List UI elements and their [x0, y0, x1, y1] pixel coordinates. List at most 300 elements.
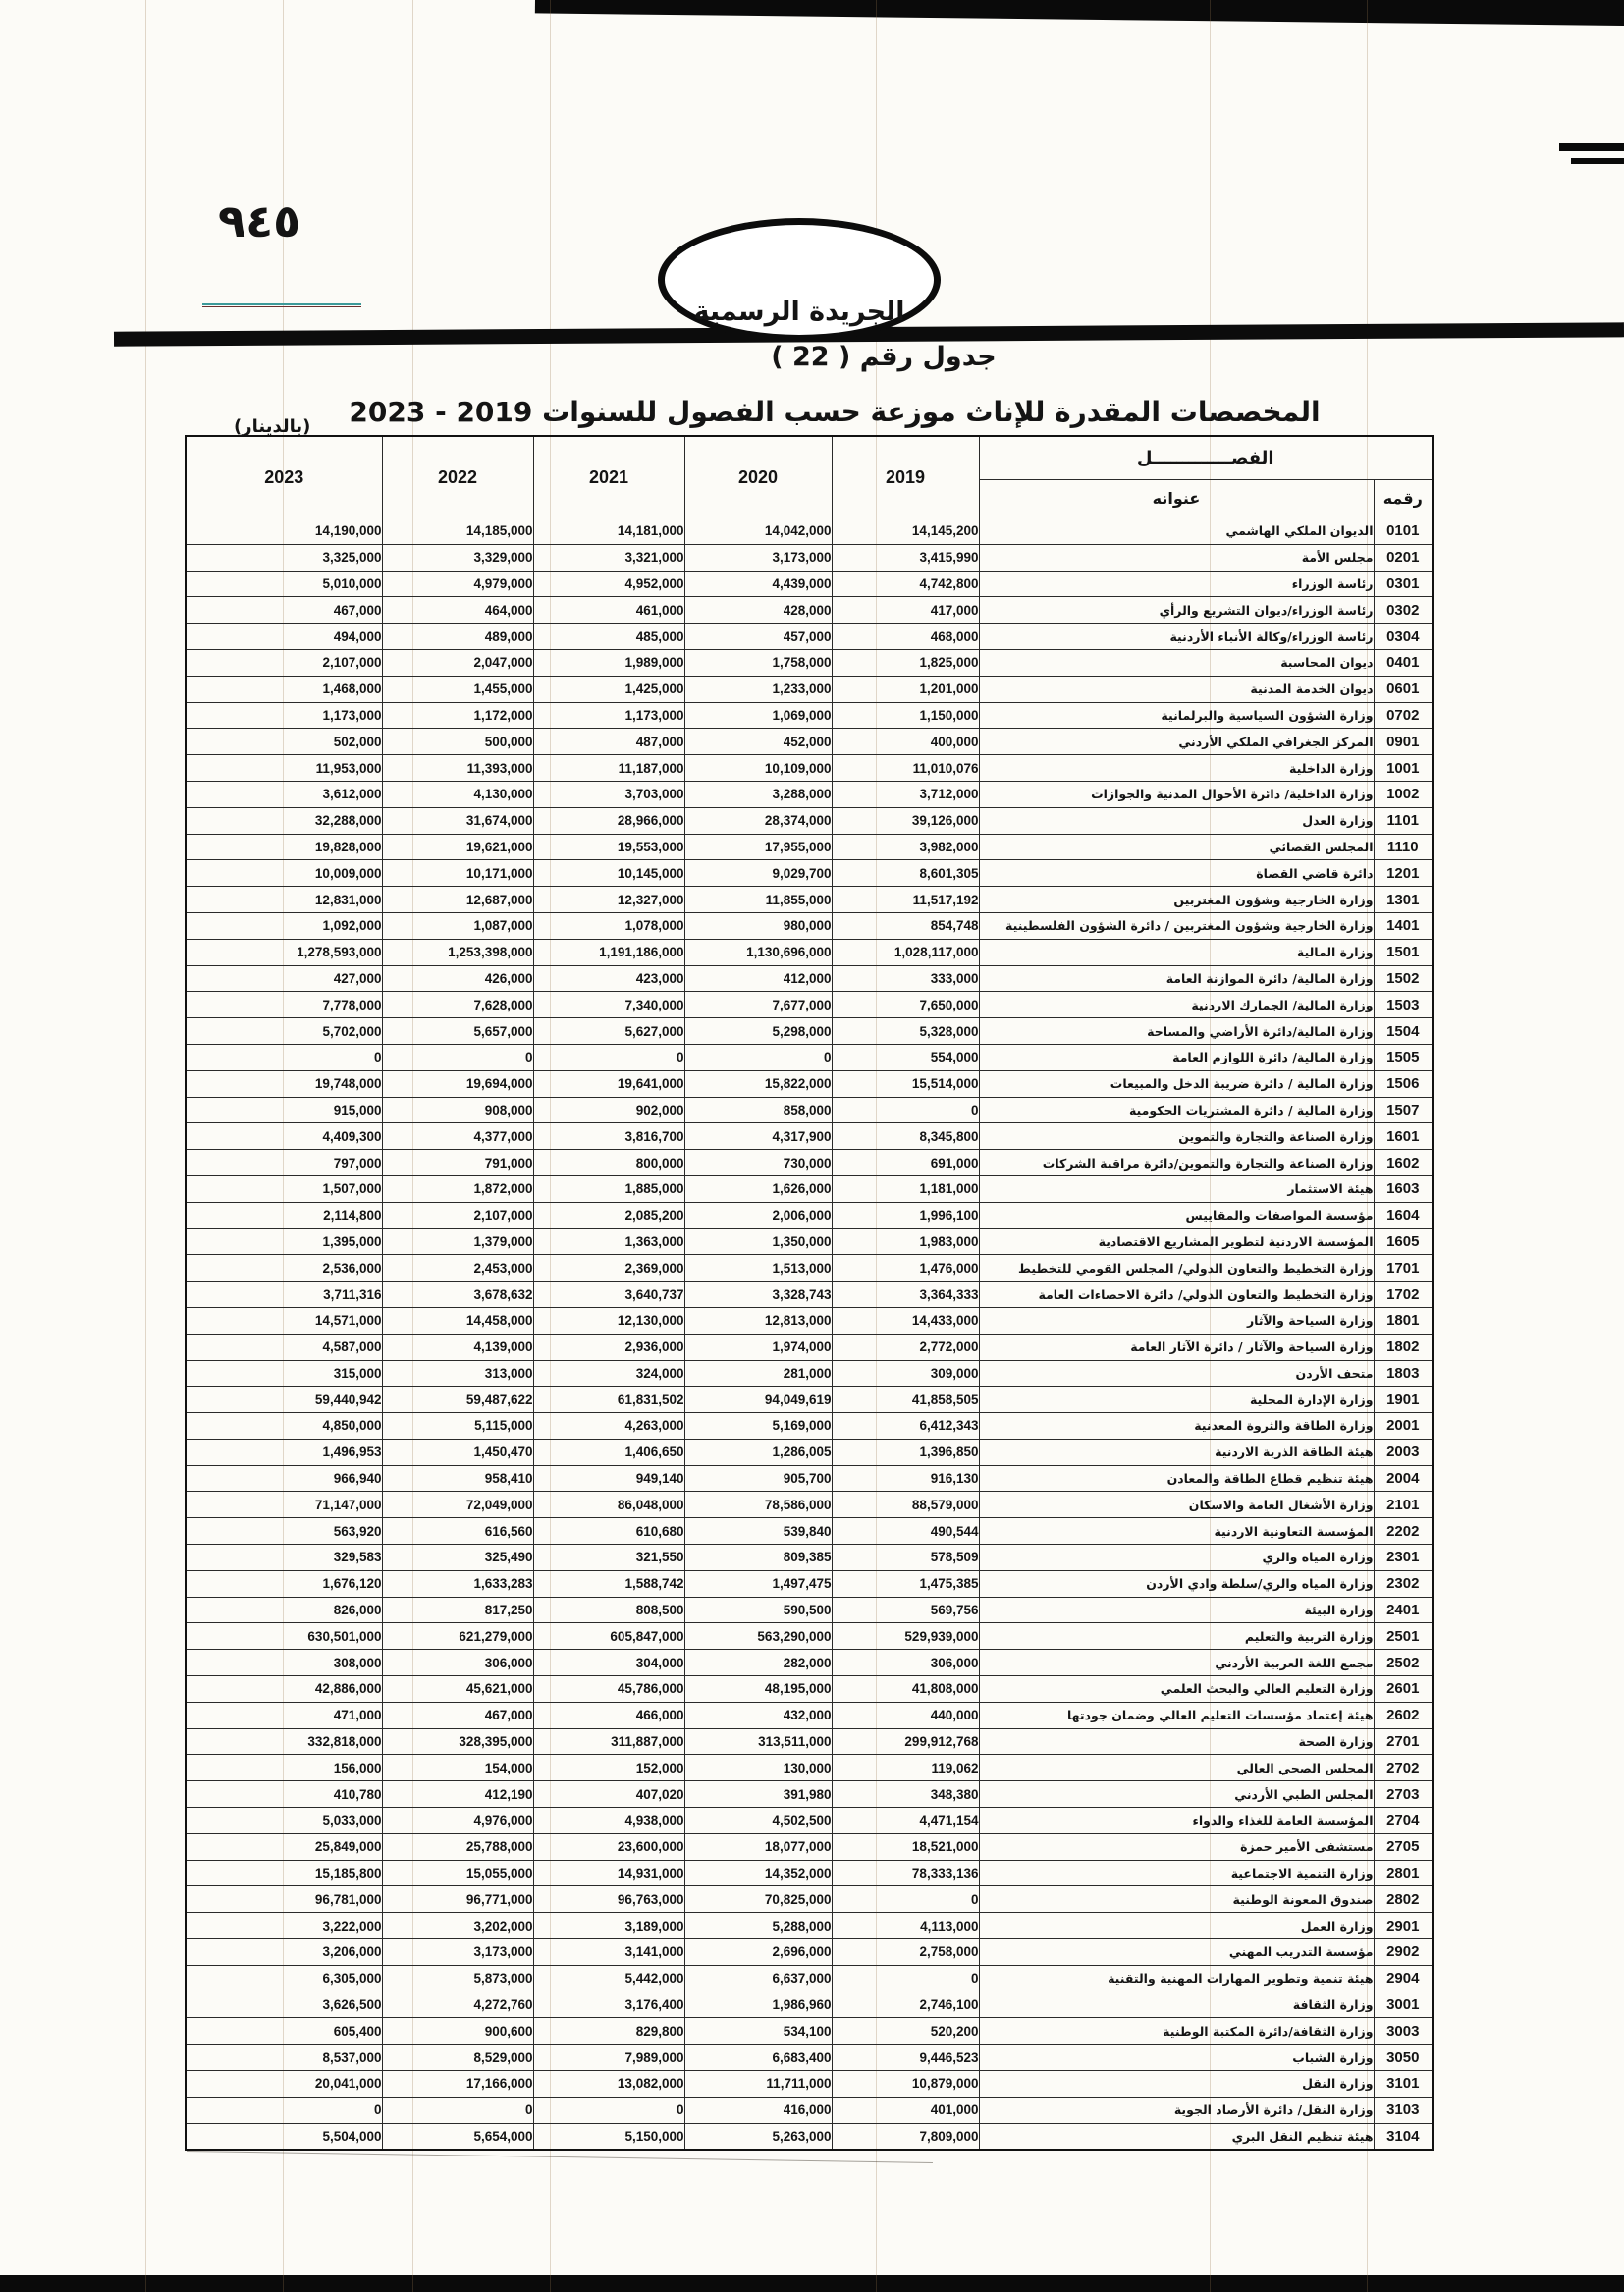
chapter-code-cell: 0302 [1374, 597, 1433, 624]
allocation-2023-cell: 19,748,000 [186, 1070, 382, 1097]
chapter-code-header: رقمه [1374, 479, 1433, 518]
table-row [186, 1728, 1433, 1755]
allocation-2020-cell: 4,439,000 [684, 571, 832, 597]
table-row [186, 1307, 1433, 1334]
allocation-2022-cell: 489,000 [382, 624, 533, 650]
table-row [186, 676, 1433, 702]
allocation-2023-cell: 19,828,000 [186, 834, 382, 860]
allocation-2019-cell: 119,062 [832, 1755, 979, 1781]
chapter-code-cell: 2902 [1374, 1939, 1433, 1966]
chapter-name-cell: هيئة تنظيم قطاع الطاقة والمعادن [979, 1465, 1374, 1492]
allocation-2022-cell: 4,976,000 [382, 1808, 533, 1834]
chapter-code-cell: 1110 [1374, 834, 1433, 860]
chapter-code-cell: 1101 [1374, 807, 1433, 834]
allocation-2022-cell: 4,377,000 [382, 1123, 533, 1150]
allocation-2020-cell: 14,352,000 [684, 1860, 832, 1886]
chapter-code-cell: 1802 [1374, 1334, 1433, 1360]
chapter-name-cell: وزارة الداخلية [979, 755, 1374, 782]
allocation-2023-cell: 467,000 [186, 597, 382, 624]
allocation-2021-cell: 902,000 [533, 1097, 684, 1123]
chapter-code-cell: 1801 [1374, 1307, 1433, 1334]
allocation-2019-cell: 578,509 [832, 1545, 979, 1571]
allocation-2023-cell: 5,702,000 [186, 1018, 382, 1045]
allocation-2021-cell: 11,187,000 [533, 755, 684, 782]
allocation-2019-cell: 1,983,000 [832, 1228, 979, 1255]
table-title-line1: جدول رقم ( 22 ) [771, 342, 997, 372]
allocation-2021-cell: 5,627,000 [533, 1018, 684, 1045]
allocation-2019-cell: 2,772,000 [832, 1334, 979, 1360]
allocation-2022-cell: 11,393,000 [382, 755, 533, 782]
chapter-code-cell: 1301 [1374, 887, 1433, 913]
allocation-2021-cell: 485,000 [533, 624, 684, 650]
allocation-2022-cell: 958,410 [382, 1465, 533, 1492]
gazette-title: الجريدة الرسمية [693, 297, 905, 327]
allocation-2019-cell: 299,912,768 [832, 1728, 979, 1755]
table-row [186, 649, 1433, 676]
allocation-2023-cell: 0 [186, 1044, 382, 1070]
chapter-code-cell: 1504 [1374, 1018, 1433, 1045]
allocation-2019-cell: 1,996,100 [832, 1202, 979, 1228]
chapter-code-cell: 1701 [1374, 1255, 1433, 1282]
allocation-2019-cell: 18,521,000 [832, 1833, 979, 1860]
page-number-underline-shadow [202, 306, 361, 307]
allocation-2021-cell: 5,442,000 [533, 1965, 684, 1992]
allocation-2021-cell: 1,588,742 [533, 1570, 684, 1597]
allocation-2022-cell: 3,173,000 [382, 1939, 533, 1966]
chapter-name-cell: وزارة الثقافة/دائرة المكتبة الوطنية [979, 2018, 1374, 2045]
allocation-2019-cell: 78,333,136 [832, 1860, 979, 1886]
allocation-2020-cell: 1,758,000 [684, 649, 832, 676]
allocation-2019-cell: 39,126,000 [832, 807, 979, 834]
chapter-code-cell: 2901 [1374, 1913, 1433, 1939]
chapter-name-cell: المركز الجغرافي الملكي الأردني [979, 729, 1374, 755]
allocation-2021-cell: 311,887,000 [533, 1728, 684, 1755]
chapter-name-cell: وزارة الصناعة والتجارة والتموين/دائرة مراقبة الشركات [979, 1150, 1374, 1176]
chapter-code-cell: 2701 [1374, 1728, 1433, 1755]
table-row [186, 1597, 1433, 1623]
allocation-2021-cell: 1,078,000 [533, 912, 684, 939]
allocation-2019-cell: 1,150,000 [832, 702, 979, 729]
allocation-2020-cell: 539,840 [684, 1518, 832, 1545]
allocation-2021-cell: 1,425,000 [533, 676, 684, 702]
table-row [186, 1175, 1433, 1202]
chapter-name-cell: مؤسسة المواصفات والمقاييس [979, 1202, 1374, 1228]
allocation-2023-cell: 605,400 [186, 2018, 382, 2045]
allocation-2022-cell: 1,087,000 [382, 912, 533, 939]
allocation-2021-cell: 324,000 [533, 1360, 684, 1387]
chapter-name-cell: رئاسة الوزراء/وكالة الأنباء الأردنية [979, 624, 1374, 650]
allocation-2022-cell: 4,979,000 [382, 571, 533, 597]
table-row [186, 834, 1433, 860]
allocation-2022-cell: 14,185,000 [382, 518, 533, 545]
chapter-code-cell: 2301 [1374, 1545, 1433, 1571]
chapter-name-cell: وزارة التربية والتعليم [979, 1623, 1374, 1650]
chapter-name-header: عنوانه [979, 479, 1374, 518]
allocation-2023-cell: 1,468,000 [186, 676, 382, 702]
allocation-2022-cell: 4,139,000 [382, 1334, 533, 1360]
chapter-code-cell: 1803 [1374, 1360, 1433, 1387]
allocation-2021-cell: 321,550 [533, 1545, 684, 1571]
chapter-code-cell: 3101 [1374, 2071, 1433, 2098]
allocation-2021-cell: 13,082,000 [533, 2071, 684, 2098]
allocation-2019-cell: 0 [832, 1097, 979, 1123]
chapter-name-cell: المجلس الطبي الأردني [979, 1781, 1374, 1808]
allocation-2021-cell: 3,640,737 [533, 1282, 684, 1308]
allocation-2020-cell: 313,511,000 [684, 1728, 832, 1755]
allocation-2020-cell: 809,385 [684, 1545, 832, 1571]
year-header-2020: 2020 [684, 436, 832, 518]
chapter-code-cell: 2602 [1374, 1702, 1433, 1728]
chapter-name-cell: رئاسة الوزراء/ديوان التشريع والرأي [979, 597, 1374, 624]
allocation-2022-cell: 4,130,000 [382, 781, 533, 807]
chapter-name-cell: صندوق المعونة الوطنية [979, 1886, 1374, 1913]
allocation-2020-cell: 11,711,000 [684, 2071, 832, 2098]
allocation-2023-cell: 1,278,593,000 [186, 939, 382, 965]
allocation-2023-cell: 3,711,316 [186, 1282, 382, 1308]
allocation-2022-cell: 1,633,283 [382, 1570, 533, 1597]
allocation-2022-cell: 500,000 [382, 729, 533, 755]
allocation-2023-cell: 10,009,000 [186, 860, 382, 887]
scan-top-edge-artifact [535, 0, 1624, 27]
chapter-name-cell: وزارة العمل [979, 1913, 1374, 1939]
chapter-name-cell: المؤسسة العامة للغذاء والدواء [979, 1808, 1374, 1834]
allocation-2019-cell: 569,756 [832, 1597, 979, 1623]
allocation-2021-cell: 1,885,000 [533, 1175, 684, 1202]
table-row [186, 1413, 1433, 1440]
year-header-2023: 2023 [186, 436, 382, 518]
allocation-2020-cell: 5,288,000 [684, 1913, 832, 1939]
chapter-code-cell: 3103 [1374, 2097, 1433, 2123]
allocation-2021-cell: 19,641,000 [533, 1070, 684, 1097]
chapter-name-cell: الديوان الملكي الهاشمي [979, 518, 1374, 545]
allocation-2019-cell: 3,364,333 [832, 1282, 979, 1308]
scan-edge-mark [1571, 158, 1624, 164]
allocation-2020-cell: 1,626,000 [684, 1175, 832, 1202]
allocation-2019-cell: 1,201,000 [832, 676, 979, 702]
table-row [186, 1255, 1433, 1282]
table-row [186, 1650, 1433, 1676]
allocation-2021-cell: 0 [533, 2097, 684, 2123]
allocation-2021-cell: 1,191,186,000 [533, 939, 684, 965]
chapter-name-cell: وزارة التعليم العالي والبحث العلمي [979, 1676, 1374, 1703]
allocation-2019-cell: 7,650,000 [832, 992, 979, 1018]
chapter-code-cell: 2101 [1374, 1492, 1433, 1518]
allocation-2020-cell: 12,813,000 [684, 1307, 832, 1334]
allocation-2020-cell: 391,980 [684, 1781, 832, 1808]
allocation-2019-cell: 8,601,305 [832, 860, 979, 887]
allocation-2023-cell: 427,000 [186, 965, 382, 992]
chapter-name-cell: وزارة الخارجية وشؤون المغتربين / دائرة الشؤون الفلسطينية [979, 912, 1374, 939]
allocation-2019-cell: 14,433,000 [832, 1307, 979, 1334]
allocation-2019-cell: 7,809,000 [832, 2123, 979, 2150]
chapter-code-cell: 1901 [1374, 1387, 1433, 1413]
chapter-name-cell: وزارة التخطيط والتعاون الدولي/ دائرة الاحصاءات العامة [979, 1282, 1374, 1308]
chapter-code-cell: 3050 [1374, 2045, 1433, 2071]
table-row [186, 1018, 1433, 1045]
year-header-2022: 2022 [382, 436, 533, 518]
table-row [186, 1860, 1433, 1886]
chapter-name-cell: وزارة العدل [979, 807, 1374, 834]
table-row [186, 544, 1433, 571]
table-row [186, 992, 1433, 1018]
chapter-name-cell: وزارة المالية/دائرة الأراضي والمساحة [979, 1018, 1374, 1045]
allocation-2023-cell: 96,781,000 [186, 1886, 382, 1913]
table-row [186, 1992, 1433, 2018]
allocation-2019-cell: 1,181,000 [832, 1175, 979, 1202]
table-row [186, 887, 1433, 913]
chapter-code-cell: 1201 [1374, 860, 1433, 887]
allocation-2020-cell: 1,286,005 [684, 1439, 832, 1465]
chapter-name-cell: وزارة المياه والري/سلطة وادي الأردن [979, 1570, 1374, 1597]
allocation-2022-cell: 306,000 [382, 1650, 533, 1676]
allocation-2019-cell: 3,415,990 [832, 544, 979, 571]
allocation-2021-cell: 96,763,000 [533, 1886, 684, 1913]
chapter-name-cell: هيئة الاستثمار [979, 1175, 1374, 1202]
table-row [186, 1676, 1433, 1703]
table-row [186, 2123, 1433, 2150]
allocation-2019-cell: 1,476,000 [832, 1255, 979, 1282]
table-row [186, 1781, 1433, 1808]
allocation-2021-cell: 3,816,700 [533, 1123, 684, 1150]
allocation-2021-cell: 1,173,000 [533, 702, 684, 729]
allocation-2020-cell: 10,109,000 [684, 755, 832, 782]
allocation-2023-cell: 71,147,000 [186, 1492, 382, 1518]
chapter-code-cell: 2705 [1374, 1833, 1433, 1860]
allocation-2023-cell: 471,000 [186, 1702, 382, 1728]
allocation-2023-cell: 5,010,000 [186, 571, 382, 597]
table-row [186, 1334, 1433, 1360]
allocation-2021-cell: 3,703,000 [533, 781, 684, 807]
allocation-2019-cell: 1,396,850 [832, 1439, 979, 1465]
chapter-name-cell: وزارة المالية/ دائرة الموازنة العامة [979, 965, 1374, 992]
allocation-2023-cell: 915,000 [186, 1097, 382, 1123]
chapter-name-cell: مجمع اللغة العربية الأردني [979, 1650, 1374, 1676]
chapter-name-cell: المجلس القضائي [979, 834, 1374, 860]
allocation-2022-cell: 1,872,000 [382, 1175, 533, 1202]
chapter-name-cell: وزارة البيئة [979, 1597, 1374, 1623]
chapter-name-cell: المؤسسة الاردنية لتطوير المشاريع الاقتصادية [979, 1228, 1374, 1255]
allocation-2020-cell: 17,955,000 [684, 834, 832, 860]
allocation-2021-cell: 10,145,000 [533, 860, 684, 887]
allocation-2022-cell: 412,190 [382, 1781, 533, 1808]
allocation-2023-cell: 332,818,000 [186, 1728, 382, 1755]
allocation-2023-cell: 5,504,000 [186, 2123, 382, 2150]
allocation-2022-cell: 17,166,000 [382, 2071, 533, 2098]
chapter-name-cell: دائرة قاضي القضاة [979, 860, 1374, 887]
allocation-2023-cell: 3,626,500 [186, 1992, 382, 2018]
allocation-2022-cell: 426,000 [382, 965, 533, 992]
chapter-code-cell: 1602 [1374, 1150, 1433, 1176]
allocation-2020-cell: 1,513,000 [684, 1255, 832, 1282]
chapter-code-cell: 1604 [1374, 1202, 1433, 1228]
allocation-2020-cell: 0 [684, 1044, 832, 1070]
allocation-2020-cell: 15,822,000 [684, 1070, 832, 1097]
allocation-2023-cell: 3,325,000 [186, 544, 382, 571]
allocation-2021-cell: 949,140 [533, 1465, 684, 1492]
table-row [186, 807, 1433, 834]
chapter-code-cell: 2704 [1374, 1808, 1433, 1834]
allocation-2020-cell: 130,000 [684, 1755, 832, 1781]
table-row [186, 2097, 1433, 2123]
allocation-2022-cell: 25,788,000 [382, 1833, 533, 1860]
allocation-2022-cell: 12,687,000 [382, 887, 533, 913]
allocation-2022-cell: 621,279,000 [382, 1623, 533, 1650]
table-row [186, 1150, 1433, 1176]
chapter-name-cell: وزارة السياحة والآثار / دائرة الآثار العامة [979, 1334, 1374, 1360]
table-row [186, 2018, 1433, 2045]
allocation-2019-cell: 4,742,800 [832, 571, 979, 597]
allocation-2023-cell: 32,288,000 [186, 807, 382, 834]
allocation-2020-cell: 590,500 [684, 1597, 832, 1623]
allocation-2021-cell: 3,321,000 [533, 544, 684, 571]
chapter-name-cell: وزارة الشؤون السياسية والبرلمانية [979, 702, 1374, 729]
chapter-code-cell: 1702 [1374, 1282, 1433, 1308]
allocation-2019-cell: 41,858,505 [832, 1387, 979, 1413]
allocation-2019-cell: 554,000 [832, 1044, 979, 1070]
table-row [186, 2071, 1433, 2098]
allocation-2021-cell: 4,263,000 [533, 1413, 684, 1440]
allocation-2022-cell: 3,202,000 [382, 1913, 533, 1939]
allocation-2021-cell: 61,831,502 [533, 1387, 684, 1413]
allocation-2019-cell: 400,000 [832, 729, 979, 755]
allocation-2021-cell: 407,020 [533, 1781, 684, 1808]
allocation-2023-cell: 1,496,953 [186, 1439, 382, 1465]
allocation-2022-cell: 1,379,000 [382, 1228, 533, 1255]
chapter-code-cell: 2401 [1374, 1597, 1433, 1623]
chapter-code-cell: 2702 [1374, 1755, 1433, 1781]
chapter-name-cell: وزارة الصحة [979, 1728, 1374, 1755]
allocation-2023-cell: 59,440,942 [186, 1387, 382, 1413]
allocation-2020-cell: 9,029,700 [684, 860, 832, 887]
allocation-2020-cell: 6,637,000 [684, 1965, 832, 1992]
allocation-2023-cell: 3,206,000 [186, 1939, 382, 1966]
allocation-2019-cell: 41,808,000 [832, 1676, 979, 1703]
chapter-name-cell: رئاسة الوزراء [979, 571, 1374, 597]
allocation-2020-cell: 28,374,000 [684, 807, 832, 834]
chapter-name-cell: وزارة المالية / دائرة المشتريات الحكومية [979, 1097, 1374, 1123]
chapter-name-cell: مؤسسة التدريب المهني [979, 1939, 1374, 1966]
allocation-2022-cell: 3,329,000 [382, 544, 533, 571]
allocation-2021-cell: 304,000 [533, 1650, 684, 1676]
chapter-name-cell: وزارة التخطيط والتعاون الدولي/ المجلس القومي للتخطيط [979, 1255, 1374, 1282]
allocation-2021-cell: 19,553,000 [533, 834, 684, 860]
allocation-2019-cell: 916,130 [832, 1465, 979, 1492]
allocation-2022-cell: 0 [382, 2097, 533, 2123]
allocation-2022-cell: 5,115,000 [382, 1413, 533, 1440]
allocation-2019-cell: 4,471,154 [832, 1808, 979, 1834]
chapter-code-cell: 1503 [1374, 992, 1433, 1018]
allocation-2019-cell: 348,380 [832, 1781, 979, 1808]
table-header-row [186, 436, 1433, 479]
allocation-2021-cell: 1,989,000 [533, 649, 684, 676]
allocation-2020-cell: 5,263,000 [684, 2123, 832, 2150]
chapter-code-cell: 2202 [1374, 1518, 1433, 1545]
allocation-2020-cell: 18,077,000 [684, 1833, 832, 1860]
allocation-2020-cell: 3,288,000 [684, 781, 832, 807]
chapter-name-cell: وزارة المالية/ دائرة اللوازم العامة [979, 1044, 1374, 1070]
allocation-2020-cell: 432,000 [684, 1702, 832, 1728]
allocation-2019-cell: 1,475,385 [832, 1570, 979, 1597]
allocation-2020-cell: 6,683,400 [684, 2045, 832, 2071]
allocation-2020-cell: 2,006,000 [684, 1202, 832, 1228]
allocation-2023-cell: 1,173,000 [186, 702, 382, 729]
table-row [186, 1097, 1433, 1123]
chapter-code-cell: 1002 [1374, 781, 1433, 807]
allocation-2021-cell: 28,966,000 [533, 807, 684, 834]
year-header-2021: 2021 [533, 436, 684, 518]
allocation-2021-cell: 610,680 [533, 1518, 684, 1545]
chapter-name-cell: هيئة تنظيم النقل البري [979, 2123, 1374, 2150]
allocation-2023-cell: 1,507,000 [186, 1175, 382, 1202]
allocation-2022-cell: 791,000 [382, 1150, 533, 1176]
allocation-2021-cell: 12,327,000 [533, 887, 684, 913]
allocation-2022-cell: 1,253,398,000 [382, 939, 533, 965]
allocation-2023-cell: 308,000 [186, 1650, 382, 1676]
table-row [186, 1282, 1433, 1308]
allocation-2019-cell: 9,446,523 [832, 2045, 979, 2071]
chapter-header: الفصـــــــــــــل [979, 436, 1433, 479]
allocation-2023-cell: 12,831,000 [186, 887, 382, 913]
allocation-2021-cell: 1,406,650 [533, 1439, 684, 1465]
allocation-2023-cell: 42,886,000 [186, 1676, 382, 1703]
table-row [186, 912, 1433, 939]
table-row [186, 1913, 1433, 1939]
allocation-2022-cell: 72,049,000 [382, 1492, 533, 1518]
table-row [186, 1833, 1433, 1860]
chapter-name-cell: وزارة الثقافة [979, 1992, 1374, 2018]
table-row [186, 1439, 1433, 1465]
table-row [186, 1123, 1433, 1150]
allocation-2023-cell: 797,000 [186, 1150, 382, 1176]
allocation-2022-cell: 45,621,000 [382, 1676, 533, 1703]
allocation-2023-cell: 315,000 [186, 1360, 382, 1387]
allocation-2019-cell: 11,010,076 [832, 755, 979, 782]
allocation-2022-cell: 817,250 [382, 1597, 533, 1623]
allocation-2022-cell: 14,458,000 [382, 1307, 533, 1334]
chapter-code-cell: 1506 [1374, 1070, 1433, 1097]
table-row [186, 1570, 1433, 1597]
allocation-2020-cell: 4,317,900 [684, 1123, 832, 1150]
allocation-2019-cell: 1,028,117,000 [832, 939, 979, 965]
allocation-2023-cell: 3,612,000 [186, 781, 382, 807]
allocation-2023-cell: 410,780 [186, 1781, 382, 1808]
allocation-2022-cell: 7,628,000 [382, 992, 533, 1018]
chapter-code-cell: 0401 [1374, 649, 1433, 676]
table-row [186, 1545, 1433, 1571]
allocation-2020-cell: 4,502,500 [684, 1808, 832, 1834]
table-row [186, 729, 1433, 755]
table-row [186, 1387, 1433, 1413]
allocation-2019-cell: 306,000 [832, 1650, 979, 1676]
allocation-2019-cell: 0 [832, 1886, 979, 1913]
allocation-2022-cell: 900,600 [382, 2018, 533, 2045]
chapter-name-cell: المجلس الصحي العالي [979, 1755, 1374, 1781]
chapter-code-cell: 1603 [1374, 1175, 1433, 1202]
chapter-name-cell: وزارة المالية [979, 939, 1374, 965]
allocation-2020-cell: 14,042,000 [684, 518, 832, 545]
allocation-2020-cell: 452,000 [684, 729, 832, 755]
allocation-2022-cell: 467,000 [382, 1702, 533, 1728]
allocation-2020-cell: 78,586,000 [684, 1492, 832, 1518]
allocation-2021-cell: 605,847,000 [533, 1623, 684, 1650]
allocation-2020-cell: 1,350,000 [684, 1228, 832, 1255]
allocation-2023-cell: 502,000 [186, 729, 382, 755]
allocation-2020-cell: 1,069,000 [684, 702, 832, 729]
chapter-code-cell: 1401 [1374, 912, 1433, 939]
table-row [186, 1228, 1433, 1255]
allocation-2020-cell: 534,100 [684, 2018, 832, 2045]
chapter-code-cell: 2502 [1374, 1650, 1433, 1676]
